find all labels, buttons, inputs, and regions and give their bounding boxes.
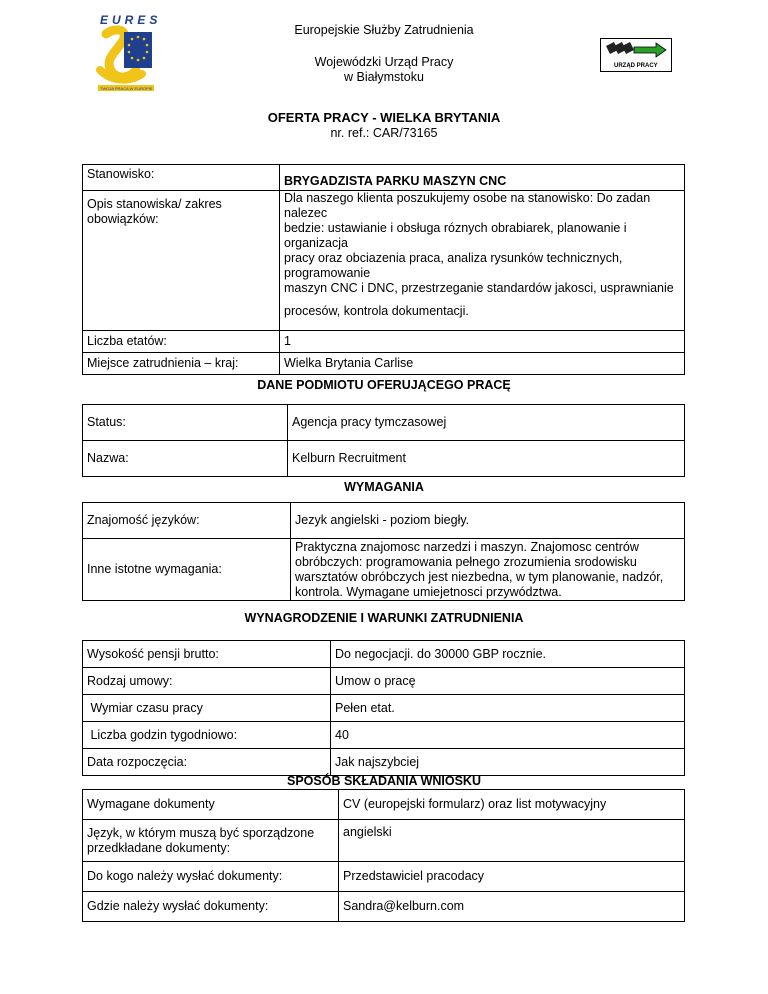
application-heading: SPOSÓB SKŁADANIA WNIOSKU — [287, 774, 481, 788]
miejsce-value: Wielka Brytania Carlise — [280, 353, 685, 375]
nazwa-label: Nazwa: — [83, 441, 288, 477]
stanowisko-value: BRYGADZISTA PARKU MASZYN CNC — [280, 165, 685, 191]
status-value: Agencja pracy tymczasowej — [288, 405, 685, 441]
header-line-1: Europejskie Służby Zatrudnienia — [294, 23, 474, 37]
doc-language-value: angielski — [339, 820, 685, 862]
requirements-table — [82, 502, 685, 601]
requirements-heading: WYMAGANIA — [344, 480, 424, 494]
hours-value: 40 — [331, 722, 685, 749]
inne-label: Inne istotne wymagania: — [83, 539, 291, 601]
doc-language-label-line-1: Język, w którym muszą być sporządzone — [87, 825, 315, 840]
inne-line: kontrola. Wymagane umiejetnosci przywództwa. — [295, 584, 562, 599]
opis-line: Dla naszego klienta poszukujemy osobe na stanowisko: Do zadan — [284, 191, 651, 205]
etaty-value: 1 — [280, 331, 685, 353]
opis-label-line-2: obowiązków: — [87, 212, 159, 226]
status-label: Status: — [83, 405, 288, 441]
inne-line: obróbczych: programowania pełnego zrozumienia srodowisku — [295, 554, 637, 569]
start-value: Jak najszybciej — [331, 749, 685, 776]
urzad-pracy-caption: URZĄD PRACY — [614, 63, 658, 69]
opis-value — [280, 191, 685, 331]
jezyki-label: Znajomość języków: — [83, 503, 291, 539]
jezyki-value: Jezyk angielski - poziom biegły. — [291, 503, 685, 539]
opis-line: pracy oraz obciazenia praca, analiza rysunków technicznych, — [284, 251, 623, 265]
stanowisko-label: Stanowisko: — [83, 165, 280, 191]
send-to-value: Przedstawiciel pracodacy — [339, 862, 685, 892]
worktime-value: Pełen etat. — [331, 695, 685, 722]
header-line-3: w Białymstoku — [344, 70, 424, 84]
eures-logo-caption: TWOJA PRACA W EUROPIE — [100, 86, 153, 91]
inne-value — [291, 539, 685, 601]
contract-label: Rodzaj umowy: — [83, 668, 331, 695]
send-where-label: Gdzie należy wysłać dokumenty: — [83, 892, 339, 922]
salary-label: Wysokość pensji brutto: — [83, 641, 331, 668]
employer-heading: DANE PODMIOTU OFERUJĄCEGO PRACĘ — [257, 378, 511, 392]
etaty-label: Liczba etatów: — [83, 331, 280, 353]
offer-title: OFERTA PRACY - WIELKA BRYTANIA — [267, 110, 501, 125]
doc-language-label-line-2: przedkładane dokumenty: — [87, 840, 231, 855]
miejsce-label: Miejsce zatrudnienia – kraj: — [83, 353, 280, 375]
documents-value: CV (europejski formularz) oraz list motywacyjny — [339, 790, 685, 820]
opis-line: bedzie: ustawianie i obsługa róznych obrabiarek, planowanie i — [284, 221, 627, 235]
contract-value: Umow o pracę — [331, 668, 685, 695]
doc-language-label — [83, 820, 339, 862]
employer-table — [82, 404, 685, 477]
worktime-label: Wymiar czasu pracy — [83, 695, 331, 722]
opis-line-last: procesów, kontrola dokumentacji. — [284, 304, 469, 318]
job-table — [82, 164, 685, 375]
nazwa-value: Kelburn Recruitment — [288, 441, 685, 477]
salary-table — [82, 640, 685, 776]
send-where-value[interactable]: Sandra@kelburn.com — [339, 892, 685, 922]
opis-label — [83, 191, 280, 331]
application-table — [82, 789, 685, 922]
documents-label: Wymagane dokumenty — [83, 790, 339, 820]
eures-logo-text: EURES — [100, 13, 162, 27]
salary-heading: WYNAGRODZENIE I WARUNKI ZATRUDNIENIA — [244, 611, 524, 625]
salary-value: Do negocjacji. do 30000 GBP rocznie. — [331, 641, 685, 668]
inne-line: Praktyczna znajomosc narzedzi i maszyn. Znajomosc centrów — [295, 539, 639, 554]
opis-line: nalezec — [284, 206, 328, 220]
opis-label-line-1: Opis stanowiska/ zakres — [87, 197, 222, 211]
header-line-2: Wojewódzki Urząd Pracy — [314, 55, 454, 69]
opis-line: maszyn CNC i DNC, przestrzeganie standardów jakosci, usprawnianie — [284, 281, 674, 295]
start-label: Data rozpoczęcia: — [83, 749, 331, 776]
opis-line: programowanie — [284, 266, 371, 280]
opis-line: organizacja — [284, 236, 348, 250]
hours-label: Liczba godzin tygodniowo: — [83, 722, 331, 749]
inne-line: warsztatów obróbczych jest niezbedna, w tym planowanie, nadzór, — [295, 569, 664, 584]
send-to-label: Do kogo należy wysłać dokumenty: — [83, 862, 339, 892]
offer-ref: nr. ref.: CAR/73165 — [330, 126, 438, 140]
